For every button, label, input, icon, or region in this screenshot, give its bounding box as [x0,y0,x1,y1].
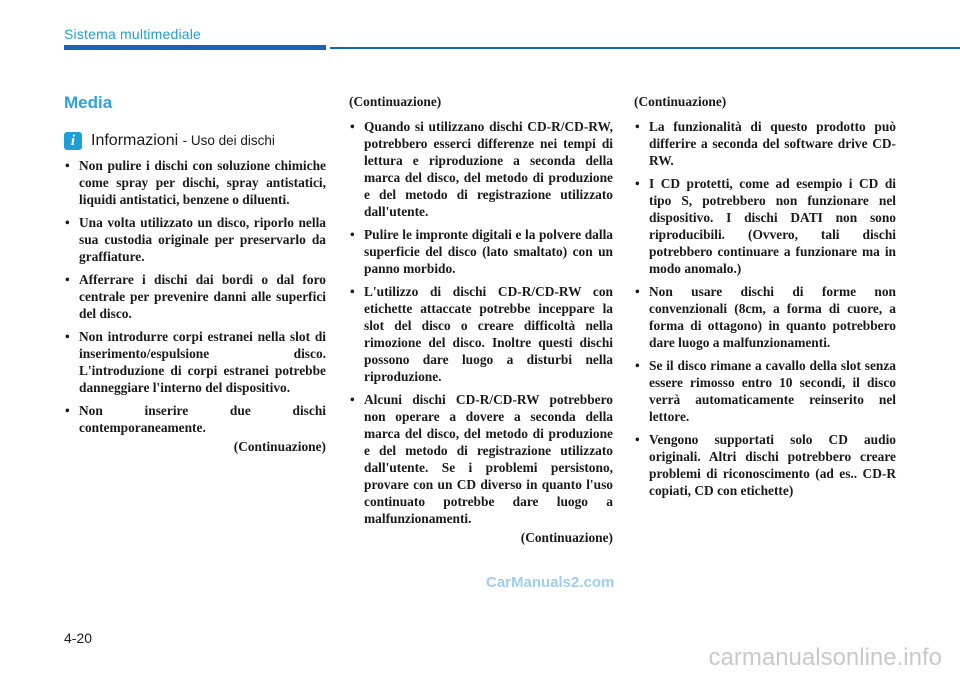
continuation-header: (Continuazione) [634,94,727,109]
bullet-item: • Non usare dischi di forme non convenzionali (8cm, a forma di cuore, a forma di ottagono) in quanto potrebbero dare luogo a malfunzionamenti. [634,283,896,351]
info-heading [64,132,329,150]
bullet-item: • Se il disco rimane a cavallo della slot senza essere rimosso entro 10 secondi, il disco verrà automaticamente reinserito nel lettore. [634,357,896,425]
info-title: Informazioni [91,132,179,149]
text-column-3 [634,93,896,505]
bullet-item: • Non introdurre corpi estranei nella slot di inserimento/espulsione disco. L'introduzione di corpi estranei potrebbe danneggiare l'interno del dispositivo. [64,328,326,396]
bullet-item: • Quando si utilizzano dischi CD-R/CD-RW, potrebbero esserci differenze nei tempi di lettura e riproduzione a seconda della marca del disco, del metodo di produzione e del metodo di registrazione utilizzato dall'utente. [349,118,613,220]
text-column-1 [64,157,326,455]
text-column-2 [349,93,613,546]
info-subtitle: - Uso dei dischi [182,133,275,148]
page-number: 4-20 [64,630,93,646]
info-icon: i [64,132,82,150]
bullet-item: • La funzionalità di questo prodotto può differire a seconda del software drive CD-RW. [634,118,896,169]
bullet-item: • Pulire le impronte digitali e la polvere dalla superficie del disco (lato smaltato) con un panno morbido. [349,226,613,277]
bullet-item: • Non pulire i dischi con soluzione chimiche come spray per dischi, spray antistatici, liquidi antistatici, benzene o diluenti. [64,157,326,208]
bullet-item: • Alcuni dischi CD-R/CD-RW potrebbero non operare a dovere a seconda della marca del disco, del metodo di produzione e del metodo di registrazione utilizzato dall'utente. Se i problemi persistono, provare con un CD diverso in quanto l'uso continuato potrebbe dare luogo a malfunzionamenti. [349,391,613,527]
section-title: Media [64,93,113,112]
continuation-header: (Continuazione) [349,94,442,109]
chapter-title: Sistema multimediale [64,26,202,42]
continuation-note: (Continuazione) [520,530,613,545]
watermark-center: CarManuals2.com [486,574,615,591]
bullet-item: • Non inserire due dischi contemporaneamente. [64,402,326,436]
header-rule-thin [330,47,960,49]
bullet-item: • Afferrare i dischi dai bordi o dal foro centrale per prevenire danni alle superfici del disco. [64,271,326,322]
bullet-item: • Una volta utilizzato un disco, riporlo nella sua custodia originale per preservarlo da graffiature. [64,214,326,265]
continuation-note: (Continuazione) [233,439,326,454]
bullet-item: • Vengono supportati solo CD audio originali. Altri dischi potrebbero creare problemi di riconoscimento (ad es.. CD-R copiati, CD con etichette) [634,431,896,499]
bullet-item: • L'utilizzo di dischi CD-R/CD-RW con etichette attaccate potrebbe inceppare la slot del disco o creare difficoltà nella rimozione del disco. Inoltre questi dischi possono dare luogo a disturbi nella riproduzione. [349,283,613,385]
watermark-bottom: carmanualsonline.info [708,644,942,671]
bullet-item: • I CD protetti, come ad esempio i CD di tipo S, potrebbero non funzionare nel dispositivo. I dischi DATI non sono riproducibili. (Ovvero, tali dischi potrebbero continuare a funzionare ma in modo anomalo.) [634,175,896,277]
header-rule-thick [64,45,326,50]
